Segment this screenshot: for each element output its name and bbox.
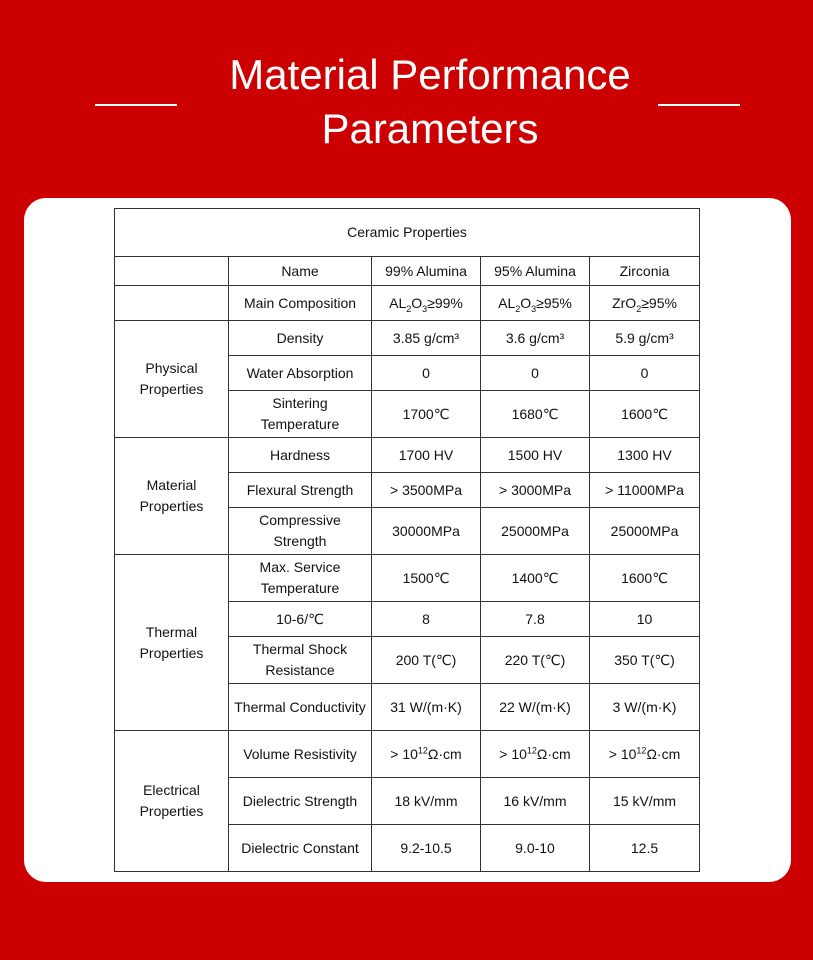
value-cell: 9.0-10 — [481, 825, 590, 872]
value-cell: 1400℃ — [481, 555, 590, 602]
value-cell: 1600℃ — [590, 555, 700, 602]
empty-cell — [115, 286, 229, 321]
value-cell: 30000MPa — [372, 508, 481, 555]
value-cell: 1700 HV — [372, 438, 481, 473]
value-cell: > $10^{12}\Omega\cdot cm$ — [372, 731, 481, 778]
row-label: Thermal Conductivity — [229, 684, 372, 731]
row-label: Flexural Strength — [229, 473, 372, 508]
value-cell: 7.8 — [481, 602, 590, 637]
value-cell: 0 — [372, 356, 481, 391]
group-label: Material Properties — [115, 438, 229, 555]
row-label: Sintering Temperature — [229, 391, 372, 438]
value-cell: > 11000MPa — [590, 473, 700, 508]
value-cell: 220 T(℃) — [481, 637, 590, 684]
row-label: Max. Service Temperature — [229, 555, 372, 602]
value-cell: 5.9 g/cm³ — [590, 321, 700, 356]
column-header: 99% Alumina — [372, 257, 481, 286]
value-cell: 10 — [590, 602, 700, 637]
title-decor-line-left — [95, 104, 177, 106]
row-label: Volume Resistivity — [229, 731, 372, 778]
ceramic-properties-table — [114, 208, 700, 872]
value-cell: > 3000MPa — [481, 473, 590, 508]
value-cell: 31 W/(m·K) — [372, 684, 481, 731]
header-empty-cell — [115, 257, 229, 286]
value-cell: 1500 HV — [481, 438, 590, 473]
value-cell: 15 kV/mm — [590, 778, 700, 825]
table-caption: Ceramic Properties — [115, 209, 700, 257]
value-cell: > 3500MPa — [372, 473, 481, 508]
table-header-row — [115, 257, 700, 286]
row-label: 10-6/℃ — [229, 602, 372, 637]
row-label: Water Absorption — [229, 356, 372, 391]
value-cell: 200 T(℃) — [372, 637, 481, 684]
value-cell: 3.6 g/cm³ — [481, 321, 590, 356]
value-cell: 1300 HV — [590, 438, 700, 473]
column-header: 95% Alumina — [481, 257, 590, 286]
value-cell: 18 kV/mm — [372, 778, 481, 825]
group-label: Thermal Properties — [115, 555, 229, 731]
composition-cell: ZrO$_2$≥95% — [590, 286, 700, 321]
value-cell: 1600℃ — [590, 391, 700, 438]
row-label: Thermal Shock Resistance — [229, 637, 372, 684]
value-cell: 22 W/(m·K) — [481, 684, 590, 731]
value-cell: 0 — [481, 356, 590, 391]
table-row — [115, 731, 700, 778]
value-cell: 350 T(℃) — [590, 637, 700, 684]
value-cell: > $10^{12}\Omega\cdot cm$ — [590, 731, 700, 778]
value-cell: 25000MPa — [481, 508, 590, 555]
table-row — [115, 321, 700, 356]
table-row — [115, 286, 700, 321]
column-header: Name — [229, 257, 372, 286]
row-label: Main Composition — [229, 286, 372, 321]
value-cell: 1500℃ — [372, 555, 481, 602]
value-cell: 9.2-10.5 — [372, 825, 481, 872]
value-cell: 3.85 g/cm³ — [372, 321, 481, 356]
value-cell: > $10^{12}\Omega\cdot cm$ — [481, 731, 590, 778]
column-header: Zirconia — [590, 257, 700, 286]
value-cell: 12.5 — [590, 825, 700, 872]
group-label: Physical Properties — [115, 321, 229, 438]
value-cell: 8 — [372, 602, 481, 637]
row-label: Dielectric Constant — [229, 825, 372, 872]
row-label: Density — [229, 321, 372, 356]
composition-cell: $AL_2O_3\ge 99\%$ — [372, 286, 481, 321]
row-label: Compressive Strength — [229, 508, 372, 555]
row-label: Dielectric Strength — [229, 778, 372, 825]
table-row — [115, 438, 700, 473]
composition-cell: $AL_2O_3\ge 95\%$ — [481, 286, 590, 321]
table-row — [115, 555, 700, 602]
group-label: Electrical Properties — [115, 731, 229, 872]
value-cell: 1700℃ — [372, 391, 481, 438]
value-cell: 3 W/(m·K) — [590, 684, 700, 731]
title-decor-line-right — [658, 104, 740, 106]
row-label: Hardness — [229, 438, 372, 473]
value-cell: 0 — [590, 356, 700, 391]
table-caption-row — [115, 209, 700, 257]
page-title: Material Performance Parameters — [229, 51, 631, 152]
header — [0, 40, 813, 160]
value-cell: 1680℃ — [481, 391, 590, 438]
value-cell: 16 kV/mm — [481, 778, 590, 825]
value-cell: 25000MPa — [590, 508, 700, 555]
